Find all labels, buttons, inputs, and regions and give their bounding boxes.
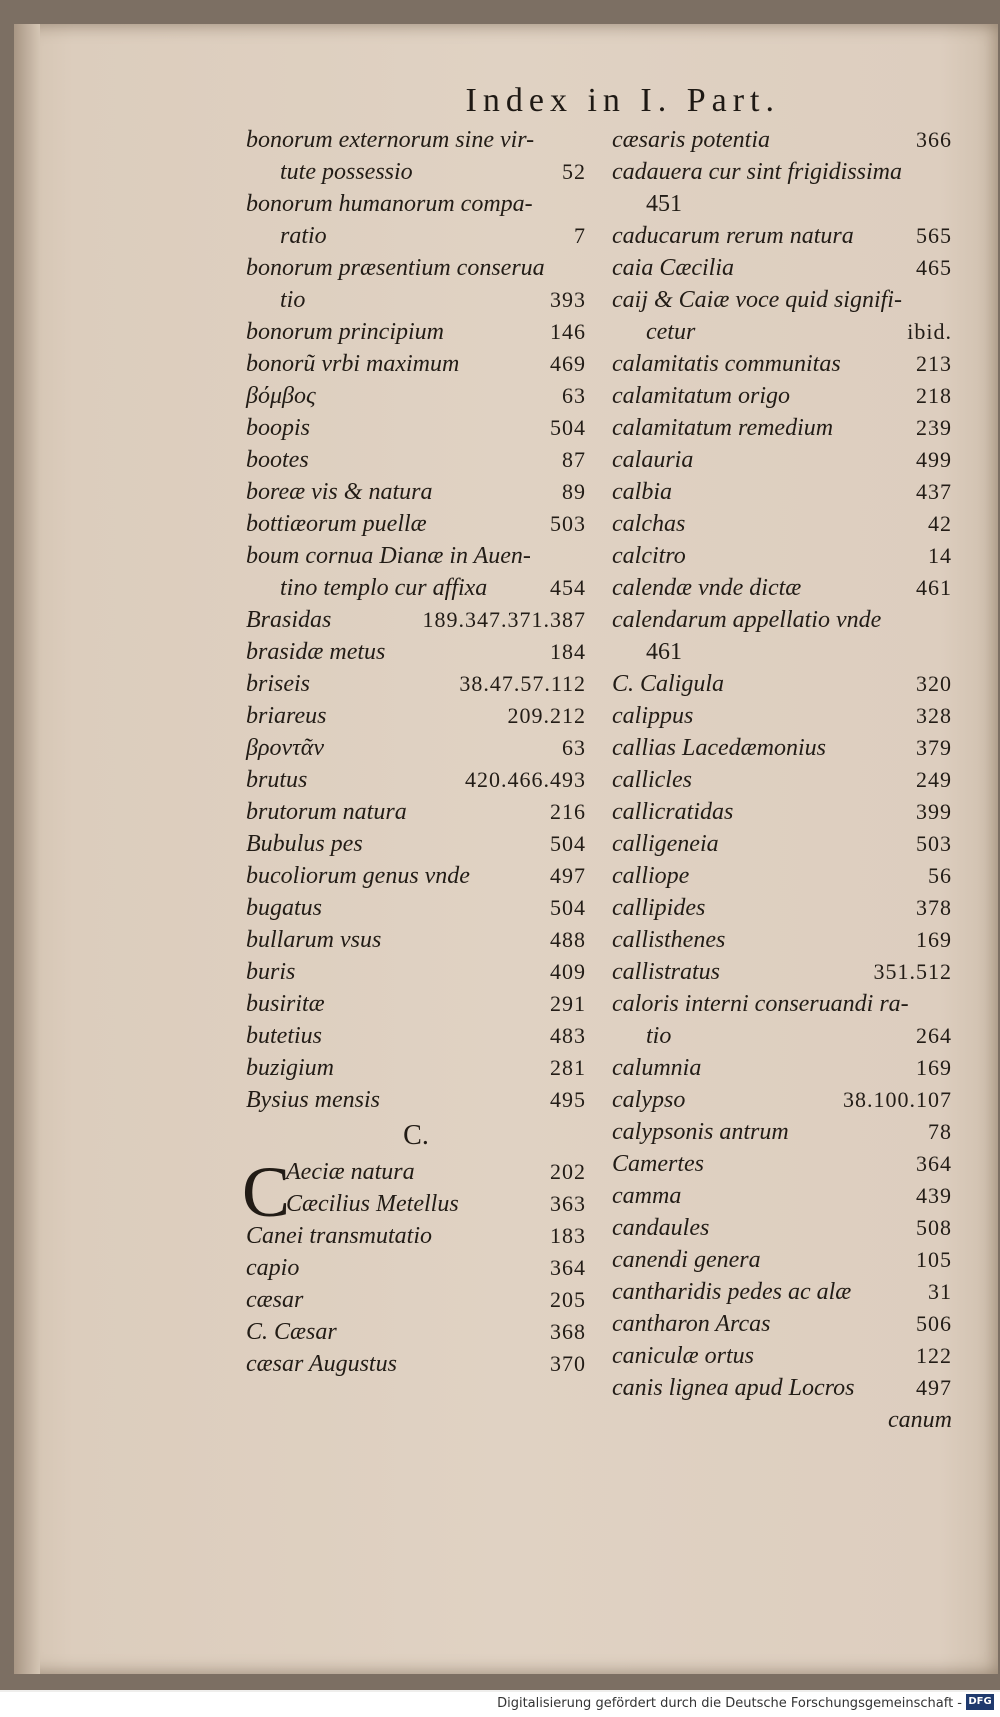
page-reference: 368 bbox=[550, 1319, 586, 1344]
index-term: candaules bbox=[612, 1215, 710, 1241]
index-entry bbox=[246, 1156, 586, 1188]
index-term: bonorum humanorum compa- bbox=[246, 191, 533, 217]
page-reference: 7 bbox=[574, 223, 586, 248]
index-column-left bbox=[242, 124, 586, 1380]
index-term: caloris interni conseruandi ra- bbox=[612, 991, 909, 1017]
page-reference: 399 bbox=[916, 799, 952, 824]
page-reference: 42 bbox=[928, 511, 952, 536]
index-term: callipides bbox=[612, 895, 706, 921]
index-entry bbox=[612, 1084, 952, 1116]
index-term: 451 bbox=[646, 191, 682, 217]
index-term: tute possessio bbox=[280, 159, 413, 185]
index-entry bbox=[612, 348, 952, 380]
index-entry bbox=[246, 1084, 586, 1116]
page-reference: 213 bbox=[916, 351, 952, 376]
page-reference: 239 bbox=[916, 415, 952, 440]
index-term: ratio bbox=[280, 223, 327, 249]
index-term: calamitatis communitas bbox=[612, 351, 841, 377]
page-reference: 454 bbox=[550, 575, 586, 600]
page-reference: 439 bbox=[916, 1183, 952, 1208]
index-term: calypso bbox=[612, 1087, 686, 1113]
page-reference: 363 bbox=[550, 1191, 586, 1216]
page-reference: 565 bbox=[916, 223, 952, 248]
index-term: calamitatum origo bbox=[612, 383, 790, 409]
index-entry bbox=[612, 252, 952, 284]
page-reference: 320 bbox=[916, 671, 952, 696]
index-term: brutus bbox=[246, 767, 308, 793]
index-entry bbox=[612, 956, 952, 988]
page-reference: 469 bbox=[550, 351, 586, 376]
index-entry bbox=[612, 220, 952, 252]
index-entry bbox=[612, 1372, 952, 1404]
index-term: caia Cæcilia bbox=[612, 255, 734, 281]
index-entry bbox=[246, 636, 586, 668]
page-reference: 351.512 bbox=[873, 959, 952, 984]
index-term: bootes bbox=[246, 447, 309, 473]
index-entry bbox=[612, 924, 952, 956]
page-reference: 63 bbox=[562, 383, 586, 408]
index-entry bbox=[612, 508, 952, 540]
index-term: callisthenes bbox=[612, 927, 726, 953]
index-entry bbox=[246, 1284, 586, 1316]
page-reference: 14 bbox=[928, 543, 952, 568]
index-entry bbox=[246, 348, 586, 380]
index-entry bbox=[612, 1148, 952, 1180]
index-entry bbox=[246, 1020, 586, 1052]
index-entry bbox=[612, 764, 952, 796]
page-reference: 183 bbox=[550, 1223, 586, 1248]
page-reference: 87 bbox=[562, 447, 586, 472]
index-term: cadauera cur sint frigidissima bbox=[612, 159, 903, 185]
index-term: calypsonis antrum bbox=[612, 1119, 789, 1145]
index-term: boreæ vis & natura bbox=[246, 479, 433, 505]
page-reference: 366 bbox=[916, 127, 952, 152]
index-term: cetur bbox=[646, 319, 696, 345]
index-term: βροντᾶν bbox=[246, 735, 324, 761]
page-reference: 409 bbox=[550, 959, 586, 984]
index-entry bbox=[612, 1276, 952, 1308]
index-entry bbox=[246, 316, 586, 348]
index-term: calligeneia bbox=[612, 831, 719, 857]
index-entry bbox=[246, 892, 586, 924]
index-entry bbox=[612, 284, 952, 316]
index-entry bbox=[246, 540, 586, 572]
index-term: calauria bbox=[612, 447, 694, 473]
page-reference: 202 bbox=[550, 1159, 586, 1184]
index-term: caducarum rerum natura bbox=[612, 223, 854, 249]
dfg-logo: DFG bbox=[966, 1694, 994, 1710]
funding-notice: Digitalisierung gefördert durch die Deutsche Forschungsgemeinschaft - bbox=[497, 1696, 962, 1711]
index-term: cantharidis pedes ac alæ bbox=[612, 1279, 852, 1305]
index-term: boopis bbox=[246, 415, 311, 441]
index-term: bugatus bbox=[246, 895, 323, 921]
index-entry bbox=[246, 956, 586, 988]
index-term: bonorum externorum sine vir- bbox=[246, 127, 535, 153]
index-term: Bysius mensis bbox=[246, 1087, 380, 1113]
index-entry bbox=[246, 700, 586, 732]
index-term: capio bbox=[246, 1255, 300, 1281]
index-entry bbox=[612, 892, 952, 924]
index-term: 461 bbox=[646, 639, 682, 665]
index-term: buris bbox=[246, 959, 296, 985]
index-term: tio bbox=[280, 287, 306, 313]
page-reference: ibid. bbox=[907, 319, 952, 344]
page-reference: 495 bbox=[550, 1087, 586, 1112]
index-entry bbox=[246, 156, 586, 188]
index-term: bonorũ vrbi maximum bbox=[246, 351, 460, 377]
page-reference: 169 bbox=[916, 927, 952, 952]
index-term: calbia bbox=[612, 479, 672, 505]
index-term: buzigium bbox=[246, 1055, 335, 1081]
index-entry bbox=[246, 796, 586, 828]
index-entry bbox=[246, 284, 586, 316]
page-reference: 122 bbox=[916, 1343, 952, 1368]
index-entry bbox=[612, 124, 952, 156]
index-entry bbox=[246, 764, 586, 796]
page-reference: 364 bbox=[550, 1255, 586, 1280]
index-entry bbox=[612, 1244, 952, 1276]
index-term: Aeciæ natura bbox=[286, 1159, 415, 1185]
index-term: bonorum principium bbox=[246, 319, 444, 345]
page-reference: 483 bbox=[550, 1023, 586, 1048]
page-gutter bbox=[14, 24, 40, 1674]
index-term: bucoliorum genus vnde bbox=[246, 863, 470, 889]
index-entry bbox=[612, 444, 952, 476]
page-reference: 379 bbox=[916, 735, 952, 760]
index-entry bbox=[612, 700, 952, 732]
index-entry bbox=[612, 156, 952, 188]
page-reference: 169 bbox=[916, 1055, 952, 1080]
index-entry bbox=[612, 540, 952, 572]
c-section bbox=[242, 1152, 586, 1380]
index-entry bbox=[612, 1180, 952, 1212]
page-reference: 78 bbox=[928, 1119, 952, 1144]
catchword: canum bbox=[888, 1407, 952, 1433]
index-term: bonorum præsentium conserua bbox=[246, 255, 545, 281]
index-term: Cæcilius Metellus bbox=[286, 1191, 459, 1217]
page-reference: 504 bbox=[550, 831, 586, 856]
page-reference: 205 bbox=[550, 1287, 586, 1312]
page-reference: 216 bbox=[550, 799, 586, 824]
index-term: caij & Caiæ voce quid signifi- bbox=[612, 287, 902, 313]
index-term: Camertes bbox=[612, 1151, 704, 1177]
page-reference: 218 bbox=[916, 383, 952, 408]
page-reference: 465 bbox=[916, 255, 952, 280]
index-term: callicratidas bbox=[612, 799, 734, 825]
index-term: calendarum appellatio vnde bbox=[612, 607, 882, 633]
page-reference: 364 bbox=[916, 1151, 952, 1176]
index-entry bbox=[246, 828, 586, 860]
page-reference: 281 bbox=[550, 1055, 586, 1080]
index-entry bbox=[246, 924, 586, 956]
index-entry bbox=[612, 1116, 952, 1148]
index-entry bbox=[246, 444, 586, 476]
page-reference: 508 bbox=[916, 1215, 952, 1240]
index-term: callistratus bbox=[612, 959, 721, 985]
index-entry bbox=[246, 252, 586, 284]
index-entry bbox=[246, 476, 586, 508]
index-entry bbox=[246, 124, 586, 156]
index-entry bbox=[246, 1316, 586, 1348]
page-reference: 503 bbox=[916, 831, 952, 856]
index-column-right bbox=[612, 124, 952, 1436]
index-term: Brasidas bbox=[246, 607, 332, 633]
page-reference: 378 bbox=[916, 895, 952, 920]
page-reference: 31 bbox=[928, 1279, 952, 1304]
index-entry bbox=[612, 988, 952, 1020]
index-term: cantharon Arcas bbox=[612, 1311, 771, 1337]
index-entry bbox=[246, 188, 586, 220]
page-reference: 328 bbox=[916, 703, 952, 728]
index-entry bbox=[612, 572, 952, 604]
page-reference: 89 bbox=[562, 479, 586, 504]
index-term: calendæ vnde dictæ bbox=[612, 575, 802, 601]
page-reference: 291 bbox=[550, 991, 586, 1016]
index-term: βόμβος bbox=[246, 383, 316, 409]
index-term: boum cornua Dianæ in Auen- bbox=[246, 543, 531, 569]
index-entry bbox=[612, 1308, 952, 1340]
index-entry bbox=[612, 1340, 952, 1372]
index-entry bbox=[246, 668, 586, 700]
index-entry bbox=[246, 1052, 586, 1084]
index-term: calcitro bbox=[612, 543, 686, 569]
index-term: caniculæ ortus bbox=[612, 1343, 754, 1369]
drop-cap: C bbox=[242, 1152, 291, 1232]
page-reference: 504 bbox=[550, 895, 586, 920]
index-entry bbox=[612, 668, 952, 700]
index-entry bbox=[612, 796, 952, 828]
page-reference: 488 bbox=[550, 927, 586, 952]
index-term: tino templo cur affixa bbox=[280, 575, 488, 601]
index-entry bbox=[612, 636, 952, 668]
page-reference: 393 bbox=[550, 287, 586, 312]
page-reference: 38.100.107 bbox=[843, 1087, 952, 1112]
index-entry bbox=[612, 828, 952, 860]
index-term: calliope bbox=[612, 863, 690, 889]
index-term: brutorum natura bbox=[246, 799, 407, 825]
index-term: callicles bbox=[612, 767, 692, 793]
index-entry bbox=[612, 860, 952, 892]
index-term: cæsar Augustus bbox=[246, 1351, 397, 1377]
page-reference: 56 bbox=[928, 863, 952, 888]
index-entry bbox=[246, 732, 586, 764]
index-entry bbox=[612, 1020, 952, 1052]
page-reference: 249 bbox=[916, 767, 952, 792]
index-entry bbox=[612, 1212, 952, 1244]
index-entry bbox=[246, 220, 586, 252]
index-term: bullarum vsus bbox=[246, 927, 382, 953]
page-reference: 503 bbox=[550, 511, 586, 536]
index-entry bbox=[612, 732, 952, 764]
index-entry bbox=[246, 1252, 586, 1284]
index-term: calamitatum remedium bbox=[612, 415, 834, 441]
page-reference: 105 bbox=[916, 1247, 952, 1272]
page-reference: 184 bbox=[550, 639, 586, 664]
index-entry bbox=[246, 380, 586, 412]
page-reference: 506 bbox=[916, 1311, 952, 1336]
index-term: C. Cæsar bbox=[246, 1319, 337, 1345]
letter-heading: C. bbox=[403, 1120, 429, 1151]
index-term: callias Lacedæmonius bbox=[612, 735, 826, 761]
index-entry bbox=[246, 1348, 586, 1380]
index-term: C. Caligula bbox=[612, 671, 725, 697]
index-term: camma bbox=[612, 1183, 682, 1209]
index-entry bbox=[246, 604, 586, 636]
page-reference: 189.347.371.387 bbox=[422, 607, 586, 632]
page-reference: 63 bbox=[562, 735, 586, 760]
index-entry bbox=[612, 1052, 952, 1084]
index-term: Bubulus pes bbox=[246, 831, 363, 857]
page-reference: 437 bbox=[916, 479, 952, 504]
index-entry bbox=[612, 604, 952, 636]
index-term: calchas bbox=[612, 511, 686, 537]
page-reference: 420.466.493 bbox=[465, 767, 586, 792]
index-entry bbox=[612, 316, 952, 348]
index-term: cæsaris potentia bbox=[612, 127, 771, 153]
page-reference: 499 bbox=[916, 447, 952, 472]
page-reference: 146 bbox=[550, 319, 586, 344]
index-term: calippus bbox=[612, 703, 694, 729]
index-term: cæsar bbox=[246, 1287, 304, 1313]
index-term: brasidæ metus bbox=[246, 639, 386, 665]
page-header: Index in I. Part. bbox=[465, 82, 780, 119]
page-reference: 370 bbox=[550, 1351, 586, 1376]
index-entry bbox=[246, 412, 586, 444]
page-reference: 497 bbox=[916, 1375, 952, 1400]
index-term: calumnia bbox=[612, 1055, 702, 1081]
page-reference: 497 bbox=[550, 863, 586, 888]
index-entry bbox=[246, 1220, 586, 1252]
page-reference: 52 bbox=[562, 159, 586, 184]
page-reference: 209.212 bbox=[507, 703, 586, 728]
index-term: busiritæ bbox=[246, 991, 325, 1017]
index-entry bbox=[246, 1188, 586, 1220]
index-entry bbox=[612, 188, 952, 220]
page-reference: 38.47.57.112 bbox=[459, 671, 586, 696]
page-reference: 264 bbox=[916, 1023, 952, 1048]
index-entry bbox=[246, 988, 586, 1020]
index-term: butetius bbox=[246, 1023, 322, 1049]
index-term: canendi genera bbox=[612, 1247, 761, 1273]
index-term: bottiæorum puellæ bbox=[246, 511, 427, 537]
index-term: canis lignea apud Locros bbox=[612, 1375, 855, 1401]
index-term: briseis bbox=[246, 671, 311, 697]
page-reference: 504 bbox=[550, 415, 586, 440]
index-term: Canei transmutatio bbox=[246, 1223, 433, 1249]
index-entry bbox=[612, 412, 952, 444]
index-term: tio bbox=[646, 1023, 672, 1049]
index-term: briareus bbox=[246, 703, 327, 729]
index-entry bbox=[246, 508, 586, 540]
index-entry bbox=[612, 380, 952, 412]
page-reference: 461 bbox=[916, 575, 952, 600]
index-entry bbox=[246, 860, 586, 892]
index-entry bbox=[246, 572, 586, 604]
catchword-row bbox=[612, 1404, 952, 1436]
index-entry bbox=[612, 476, 952, 508]
